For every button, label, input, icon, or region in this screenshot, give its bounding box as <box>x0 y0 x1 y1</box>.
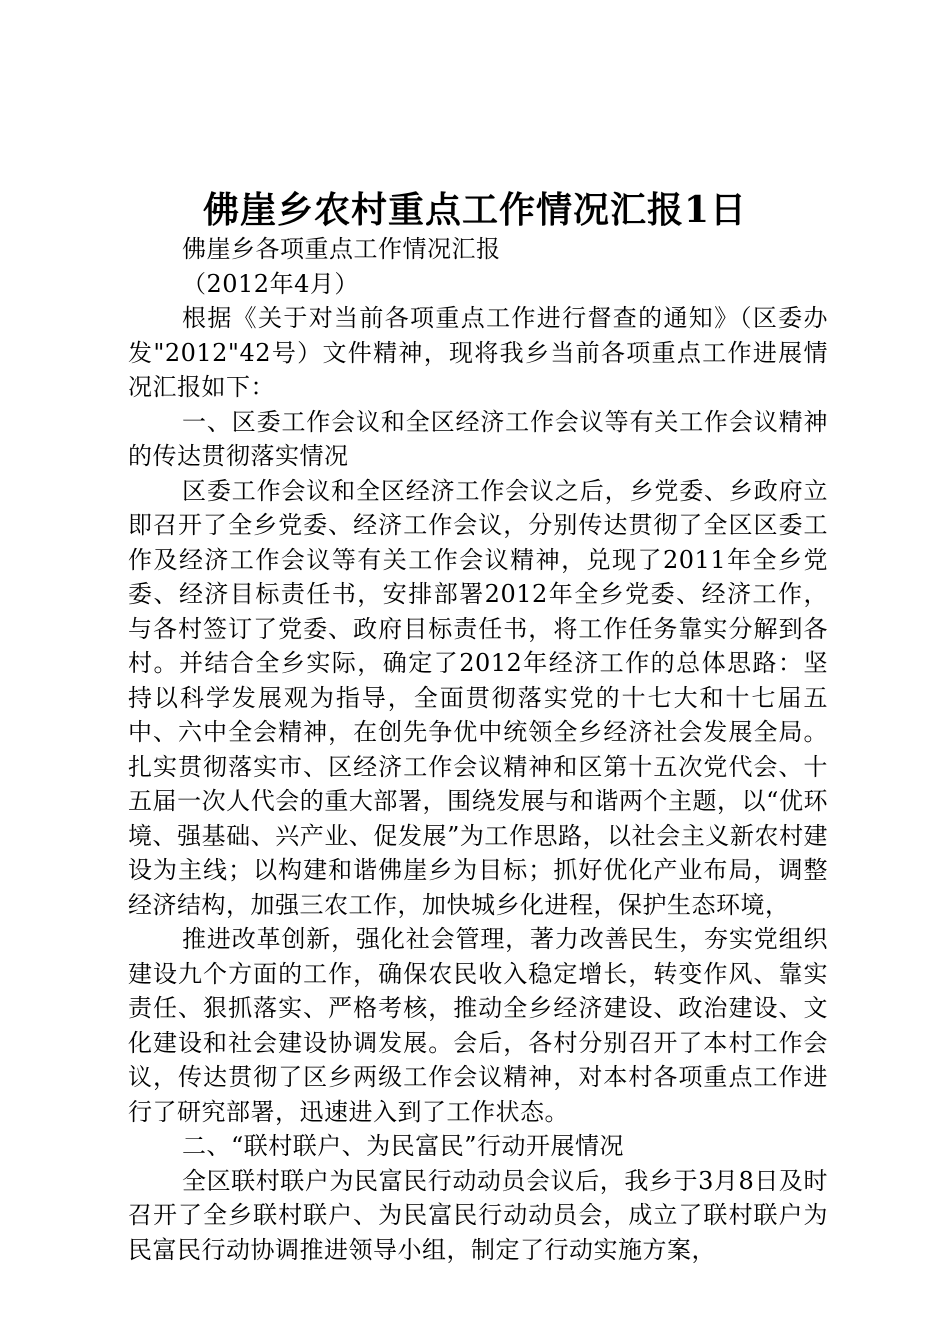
section-2-heading: 二、“联村联户、为民富民”行动开展情况 <box>182 1132 625 1160</box>
document-body <box>128 232 828 1267</box>
section-1-heading: 一、区委工作会议和全区经济工作会议等有关工作会议精神的传达贯彻落实情况 <box>128 407 828 470</box>
document-date: （2012年4月） <box>182 269 359 298</box>
document-title: 佛崖乡农村重点工作情况汇报1日 <box>202 189 748 231</box>
section-1-paragraph-1: 区委工作会议和全区经济工作会议之后，乡党委、乡政府立即召开了全乡党委、经济工作会议，分别传达贯彻了全区区委工作及经济工作会议等有关工作会议精神，兑现了2011年全乡党委、经济目标责任书，安排部署2012年全乡党委、经济工作，与各村签订了党委、政府目标责任书，将工作任务靠实分解到各村。并结合全乡实际，确定了2012年经济工作的总体思路：坚持以科学发展观为指导，全面贯彻落实党的十七大和十七届五中、六中全会精神，在创先争优中统领全乡经济社会发展全局。扎实贯彻落实市、区经济工作会议精神和区第十五次党代会、十五届一次人代会的重大部署，围绕发展与和谐两个主题，以“优环境、强基础、兴产业、促发展”为工作思路，以社会主义新农村建设为主线；以构建和谐佛崖乡为目标；抓好优化产业布局，调整经济结构，加强三农工作，加快城乡化进程，保护生态环境， <box>128 476 828 919</box>
intro-paragraph: 根据《关于对当前各项重点工作进行督查的通知》（区委办发"2012"42号）文件精神，现将我乡当前各项重点工作进展情况汇报如下： <box>128 304 828 401</box>
document-subtitle: 佛崖乡各项重点工作情况汇报 <box>182 235 501 263</box>
section-2-paragraph-1: 全区联村联户为民富民行动动员会议后，我乡于3月8日及时召开了全乡联村联户、为民富民行动动员会，成立了联村联户为民富民行动协调推进领导小组，制定了行动实施方案， <box>128 1166 828 1264</box>
section-1-paragraph-2: 推进改革创新，强化社会管理，著力改善民生，夯实党组织建设九个方面的工作，确保农民收入稳定增长，转变作风、靠实责任、狠抓落实、严格考核，推动全乡经济建设、政治建设、文化建设和社会建设协调发展。会后，各村分别召开了本村工作会议，传达贯彻了区乡两级工作会议精神，对本村各项重点工作进行了研究部署，迅速进入到了工作状态。 <box>128 925 828 1126</box>
